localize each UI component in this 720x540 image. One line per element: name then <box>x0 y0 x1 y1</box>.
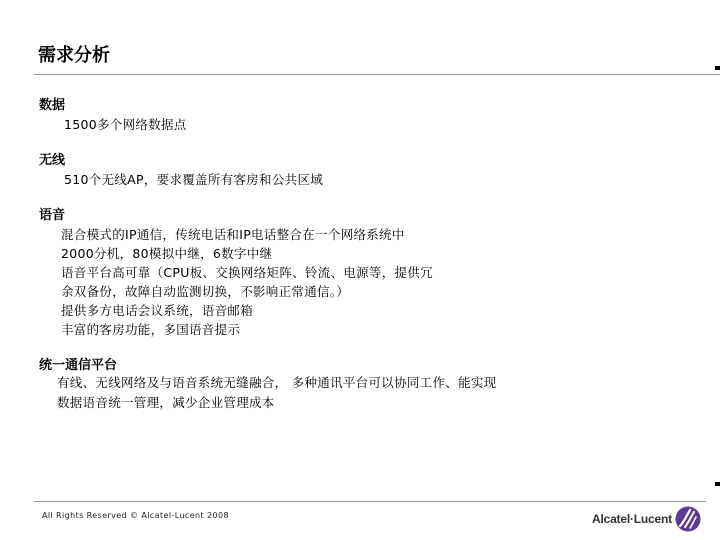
title-divider <box>34 74 720 75</box>
edge-mark-bottom <box>715 482 720 486</box>
section-line: 有线、无线网络及与语音系统无缝融合， 多种通讯平台可以协同工作、能实现 <box>57 375 497 390</box>
section-line: 余双备份，故障自动监测切换，不影响正常通信。） <box>61 284 350 299</box>
alcatel-lucent-swirl-icon <box>675 506 701 532</box>
section-line: 丰富的客房功能，多国语音提示 <box>61 322 241 337</box>
section-line: 数据语音统一管理，减少企业管理成本 <box>57 395 275 410</box>
section-line: 语音平台高可靠（CPU板、交换网络矩阵、铃流、电源等，提供冗 <box>61 265 433 280</box>
section-heading-wireless: 无线 <box>39 153 66 168</box>
section-heading-data: 数据 <box>39 98 66 113</box>
section-line: 2000分机，80模拟中继，6数字中继 <box>61 246 273 261</box>
section-heading-voice: 语音 <box>39 208 66 223</box>
page-title: 需求分析 <box>38 45 110 66</box>
alcatel-lucent-logo <box>592 505 704 533</box>
edge-mark-top <box>715 66 720 70</box>
footer-divider <box>34 501 706 502</box>
logo-wordmark: Alcatel·Lucent <box>592 512 672 526</box>
footer-copyright: All Rights Reserved © Alcatel-Lucent 2008 <box>42 511 229 520</box>
section-line: 混合模式的IP通信，传统电话和IP电话整合在一个网络系统中 <box>61 227 405 242</box>
section-heading-unified-communications: 统一通信平台 <box>39 358 118 373</box>
section-line: 1500多个网络数据点 <box>64 117 187 132</box>
section-line: 提供多方电话会议系统，语音邮箱 <box>61 303 254 318</box>
section-line: 510个无线AP，要求覆盖所有客房和公共区域 <box>64 172 324 187</box>
